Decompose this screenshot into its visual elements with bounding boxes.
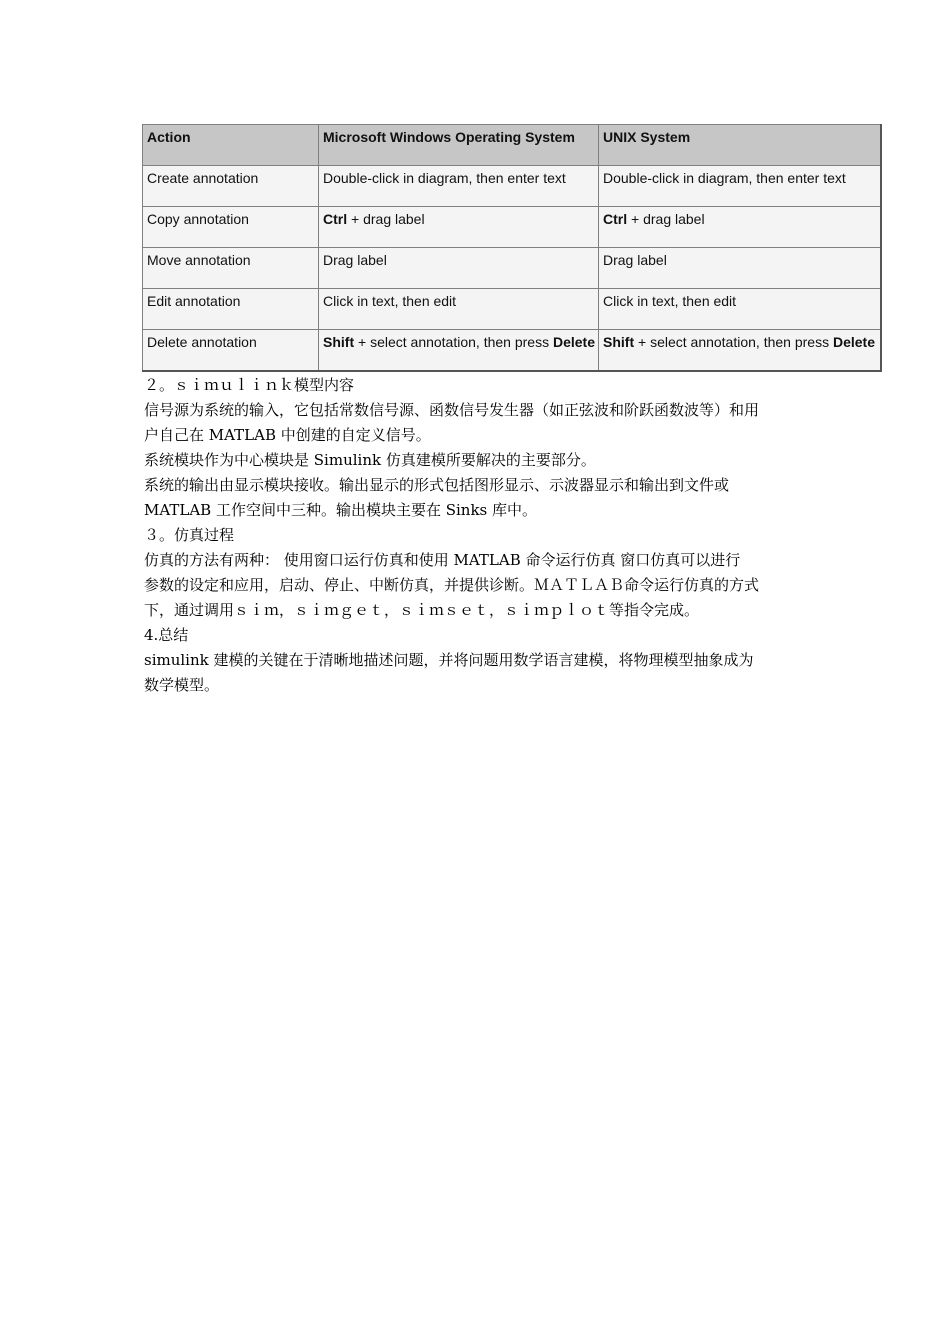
table-row xyxy=(143,207,881,248)
cell-windows: Drag label xyxy=(319,248,599,289)
table-row xyxy=(143,166,881,207)
paragraph-simulation-line3: 下，通过调用ｓｉｍ，ｓｉｍｇｅｔ，ｓｉｍｓｅｔ，ｓｉｍｐｌｏｔ等指令完成。 xyxy=(144,601,700,619)
cell-unix: Drag label xyxy=(599,248,881,289)
cell-unix: Shift + select annotation, then press Delete xyxy=(599,330,881,372)
section-heading-simulink-content: ２。ｓｉｍｕｌｉｎｋ模型内容 xyxy=(144,376,355,394)
paragraph-output-line2: MATLAB 工作空间中三种。输出模块主要在 Sinks 库中。 xyxy=(144,501,538,519)
section-heading-summary: 4.总结 xyxy=(144,626,189,644)
header-action: Action xyxy=(143,125,319,166)
cell-action: Edit annotation xyxy=(143,289,319,330)
cell-action: Move annotation xyxy=(143,248,319,289)
section-heading-simulation-process: ３。仿真过程 xyxy=(144,526,235,544)
paragraph-simulation-line1: 仿真的方法有两种： 使用窗口运行仿真和使用 MATLAB 命令运行仿真 窗口仿真可以进行 xyxy=(144,551,741,569)
cell-windows: Click in text, then edit xyxy=(319,289,599,330)
cell-unix: Ctrl + drag label xyxy=(599,207,881,248)
header-unix: UNIX System xyxy=(599,125,881,166)
paragraph-signal-source-line1: 信号源为系统的输入，它包括常数信号源、函数信号发生器（如正弦波和阶跃函数波等）和用 xyxy=(144,401,760,419)
cell-windows: Ctrl + drag label xyxy=(319,207,599,248)
paragraph-simulation-line2: 参数的设定和应用，启动、停止、中断仿真，并提供诊断。ＭＡＴＬＡＢ命令运行仿真的方式 xyxy=(144,576,760,594)
paragraph-system-module: 系统模块作为中心模块是 Simulink 仿真建模所要解决的主要部分。 xyxy=(144,451,596,469)
header-windows: Microsoft Windows Operating System xyxy=(319,125,599,166)
paragraph-summary-line2: 数学模型。 xyxy=(144,676,220,694)
cell-action: Create annotation xyxy=(143,166,319,207)
table-row xyxy=(143,330,881,372)
paragraph-summary-line1: simulink 建模的关键在于清晰地描述问题，并将问题用数学语言建模，将物理模型抽象成为 xyxy=(144,651,754,669)
cell-unix: Click in text, then edit xyxy=(599,289,881,330)
paragraph-output-line1: 系统的输出由显示模块接收。输出显示的形式包括图形显示、示波器显示和输出到文件或 xyxy=(144,476,730,494)
cell-windows: Double-click in diagram, then enter text xyxy=(319,166,599,207)
cell-action: Delete annotation xyxy=(143,330,319,372)
cell-action: Copy annotation xyxy=(143,207,319,248)
cell-windows: Shift + select annotation, then press Delete xyxy=(319,330,599,372)
table-row xyxy=(143,248,881,289)
table-header-row xyxy=(143,125,881,166)
cell-unix: Double-click in diagram, then enter text xyxy=(599,166,881,207)
paragraph-signal-source-line2: 户自己在 MATLAB 中创建的自定义信号。 xyxy=(144,426,431,444)
document-body xyxy=(144,373,824,698)
annotation-actions-table xyxy=(142,124,882,372)
table-row xyxy=(143,289,881,330)
